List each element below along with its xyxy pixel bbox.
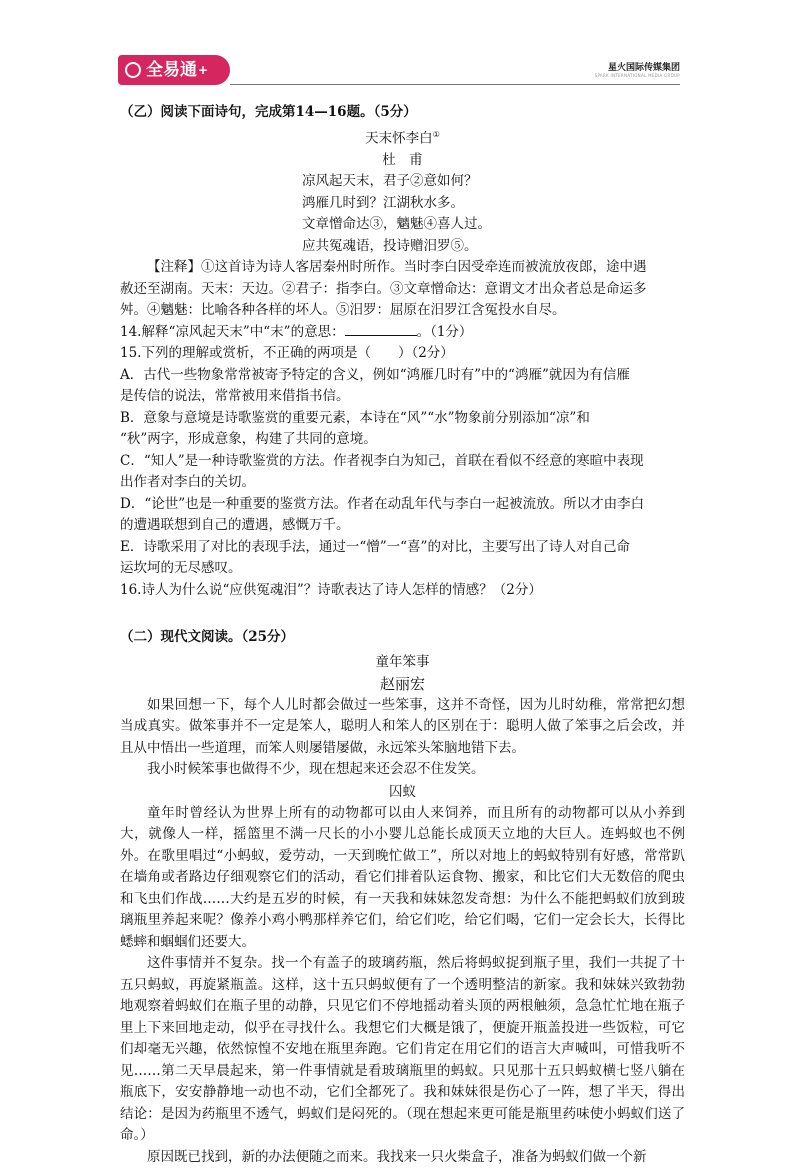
logo-circle-icon [125, 62, 141, 78]
logo-text: 全易通 [146, 60, 197, 80]
essay-paragraph: 我小时候笨事也做得不少，现在想起来还会忍不住发笑。 [120, 759, 685, 781]
question-14 [120, 322, 685, 344]
option-line: A．古代一些物象常常被寄予特定的含义，例如“鸿雁几时有”中的“鸿雁”就因为有信雁 [120, 365, 685, 387]
poem-line: 文章憎命达③，魑魅④喜人过。 [120, 214, 685, 236]
brand-logo [118, 55, 230, 85]
essay-title: 童年笨事 [120, 651, 685, 673]
option-line: “秋”两字，形成意象，构建了共同的意境。 [120, 429, 685, 451]
poem-notes-line: 【注释】①这首诗为诗人客居秦州时所作。当时李白因受牵连而被流放夜郎，途中遇 [120, 257, 685, 279]
poem-section-heading: （乙）阅读下面诗句，完成第14—16题。（5分） [120, 102, 685, 124]
modern-section-heading: （二）现代文阅读。（25分） [120, 627, 685, 649]
poem-line: 应共冤魂语，投诗赠汨罗⑤。 [120, 236, 685, 258]
option-line: C．“知人”是一种诗歌鉴赏的方法。作者视李白为知己，首联在看似不经意的寒暄中表现 [120, 451, 685, 473]
poem-title-note: ① [433, 130, 440, 139]
essay-paragraph: 这件事情并不复杂。找一个有盖子的玻璃药瓶，然后将蚂蚁捉到瓶子里，我们一共捉了十五只蚂蚁，再旋紧瓶盖。这样，这十五只蚂蚁便有了一个透明整洁的新家。我和妹妹兴致勃勃地观察着蚂蚁们在瓶子里的动静，只见它们不停地摇动着头顶的两根触须，急急忙忙地在瓶子里上下来回地走动，似乎在寻找什么。我想它们大概是饿了，便旋开瓶盖投进一些饭粒，可它们却毫无兴趣，依然惊惶不安地在瓶里奔跑。它们肯定在用它们的语言大声喊叫，可惜我听不见……第二天早晨起来，第一件事情就是看玻璃瓶里的蚂蚁。只见那十五只蚂蚁横七竖八躺在瓶底下，安安静静地一动也不动，它们全都死了。我和妹妹很是伤心了一阵，想了半天，得出结论：是因为药瓶里不透气，蚂蚁们是闷死的。（现在想起来更可能是瓶里药味使小蚂蚁们送了命。） [120, 953, 685, 1147]
poem-notes-line: 赦还至湖南。天末：天边。②君子：指李白。③文章憎命达：意谓文才出众者总是命运多 [120, 279, 685, 301]
poem-line: 鸿雁几时到？江湖秋水多。 [120, 193, 685, 215]
question-14-suffix: 。（1分） [417, 324, 473, 340]
essay-author: 赵丽宏 [120, 673, 685, 695]
option-line: 出作者对李白的关切。 [120, 472, 685, 494]
header-divider [230, 84, 680, 85]
document-body [120, 102, 685, 1168]
poem-author: 杜 甫 [120, 150, 685, 172]
poem-title-line [120, 124, 685, 150]
option-line: E．诗歌采用了对比的表现手法，通过一“憎”一“喜”的对比，主要写出了诗人对自己命 [120, 537, 685, 559]
company-name-block [595, 60, 680, 78]
company-subtitle: SPARK INTERNATIONAL MEDIA GROUP [595, 73, 680, 78]
poem-line: 凉风起天末，君子②意如何？ [120, 171, 685, 193]
poem-notes-line: 舛。④魑魅：比喻各种各样的坏人。⑤汨罗：屈原在汨罗江含冤投水自尽。 [120, 300, 685, 322]
essay-paragraph: 童年时曾经认为世界上所有的动物都可以由人来饲养，而且所有的动物都可以从小养到大，就像人一样，摇篮里不满一尺长的小小婴儿总能长成顶天立地的大巨人。连蚂蚁也不例外。在歌里唱过“小蚂蚁，爱劳动，一天到晚忙做工”，所以对地上的蚂蚁特别有好感，常常趴在墙角或者路边仔细观察它们的活动，看它们排着队运食物、搬家，和比它们大无数倍的爬虫和飞虫们作战……大约是五岁的时候，有一天我和妹妹忽发奇想：为什么不能把蚂蚁们放到玻璃瓶里养起来呢？像养小鸡小鸭那样养它们，给它们吃，给它们喝，它们一定会长大，长得比蟋蟀和蝈蝈们还要大。 [120, 803, 685, 954]
question-14-text: 14.解释“凉风起天末”中“末”的意思： [120, 324, 345, 340]
essay-paragraph: 如果回想一下，每个人儿时都会做过一些笨事，这并不奇怪，因为儿时幼稚，常常把幻想当成真实。做笨事并不一定是笨人，聪明人和笨人的区别在于：聪明人做了笨事之后会改，并且从中悟出一些道理，而笨人则屡错屡做，永远笨头笨脑地错下去。 [120, 695, 685, 760]
poem-title: 天末怀李白 [365, 130, 433, 146]
option-line: D．“论世”也是一种重要的鉴赏方法。作者在动乱年代与李白一起被流放。所以才由李白 [120, 494, 685, 516]
question-16: 16.诗人为什么说“应供冤魂泪”？诗歌表达了诗人怎样的情感？（2分） [120, 580, 685, 602]
option-line: 的遭遇联想到自己的遭遇，感慨万千。 [120, 515, 685, 537]
essay-subtitle: 囚蚁 [120, 781, 685, 803]
logo-plus: + [198, 63, 208, 77]
option-line: 运坎坷的无尽感叹。 [120, 558, 685, 580]
page-header [118, 55, 680, 89]
option-line: 是传信的说法，常常被用来借指书信。 [120, 386, 685, 408]
option-line: B．意象与意境是诗歌鉴赏的重要元素，本诗在“风”“水”物象前分别添加“凉”和 [120, 408, 685, 430]
answer-blank[interactable] [345, 322, 417, 336]
company-name: 星火国际传媒集团 [595, 60, 680, 73]
question-15: 15.下列的理解或赏析，不正确的两项是（ ）（2分） [120, 343, 685, 365]
essay-paragraph: 原因既已找到，新的办法便随之而来。我找来一只火柴盒子，准备为蚂蚁们做一个新 [120, 1147, 685, 1168]
